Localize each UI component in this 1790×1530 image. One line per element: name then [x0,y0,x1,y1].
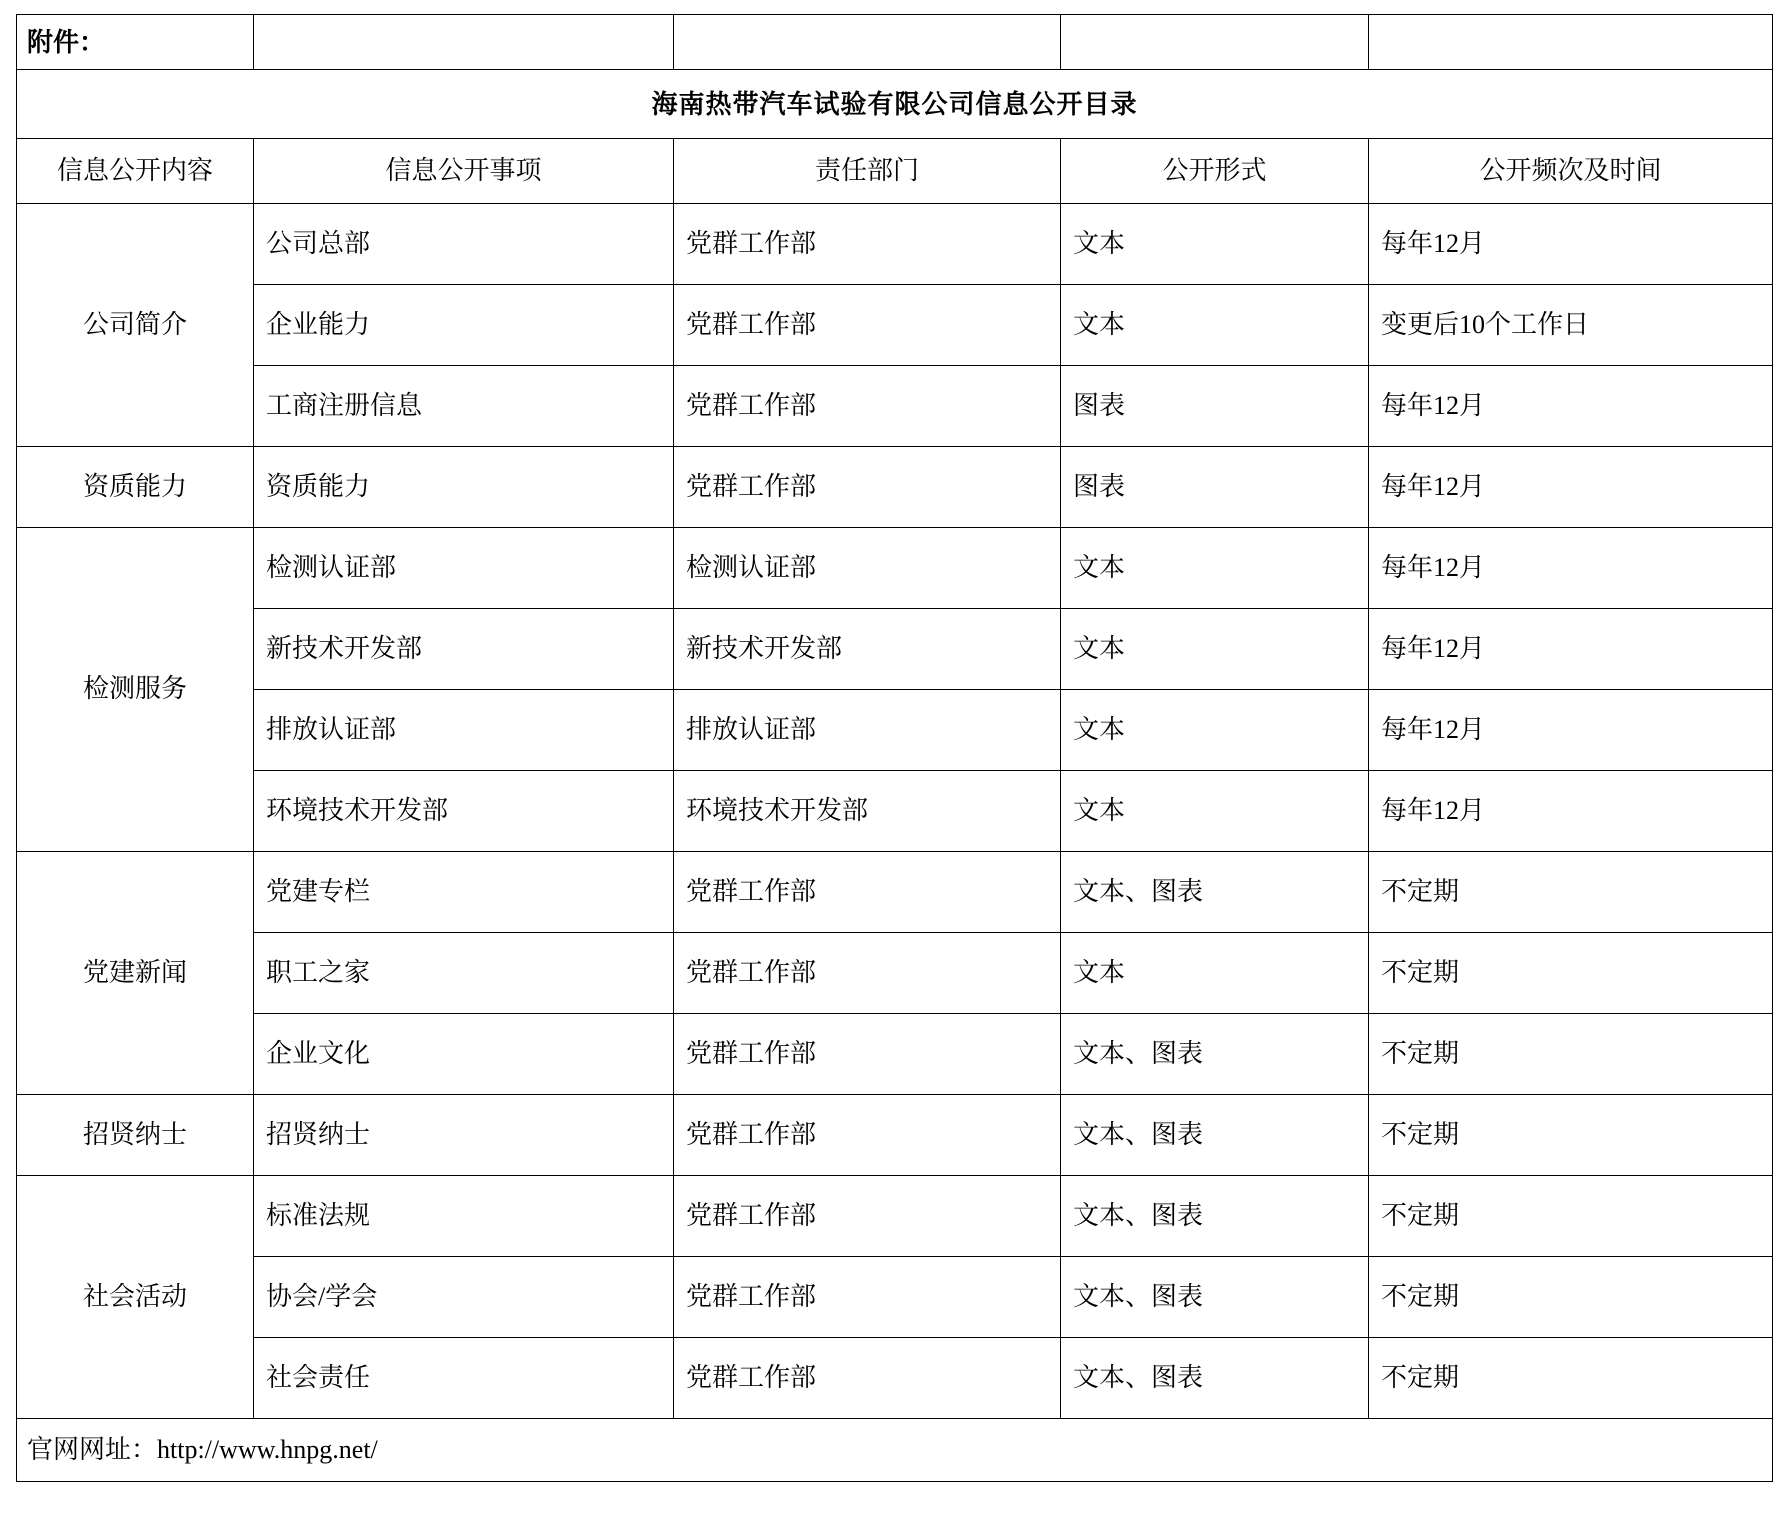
item-cell: 企业文化 [254,1014,674,1095]
blank-cell [1061,15,1369,70]
department-cell: 党群工作部 [674,1338,1061,1419]
category-cell: 公司简介 [17,204,254,447]
frequency-cell: 不定期 [1369,1014,1773,1095]
frequency-cell: 不定期 [1369,933,1773,1014]
department-cell: 检测认证部 [674,528,1061,609]
frequency-cell: 不定期 [1369,1257,1773,1338]
attachment-row [17,15,1773,70]
department-cell: 环境技术开发部 [674,771,1061,852]
item-cell: 工商注册信息 [254,366,674,447]
category-cell: 检测服务 [17,528,254,852]
form-cell: 文本、图表 [1061,1176,1369,1257]
item-cell: 资质能力 [254,447,674,528]
blank-cell [1369,15,1773,70]
frequency-cell: 不定期 [1369,1176,1773,1257]
title-row [17,70,1773,139]
item-cell: 协会/学会 [254,1257,674,1338]
column-header-content: 信息公开内容 [17,139,254,204]
table-row [17,690,1773,771]
form-cell: 文本 [1061,609,1369,690]
document-title: 海南热带汽车试验有限公司信息公开目录 [17,70,1773,139]
column-header-frequency: 公开频次及时间 [1369,139,1773,204]
table-row [17,1095,1773,1176]
item-cell: 排放认证部 [254,690,674,771]
frequency-cell: 变更后10个工作日 [1369,285,1773,366]
table-row [17,771,1773,852]
table-row [17,528,1773,609]
item-cell: 职工之家 [254,933,674,1014]
item-cell: 新技术开发部 [254,609,674,690]
blank-cell [254,15,674,70]
item-cell: 企业能力 [254,285,674,366]
form-cell: 文本、图表 [1061,852,1369,933]
department-cell: 党群工作部 [674,366,1061,447]
form-cell: 图表 [1061,447,1369,528]
table-row [17,204,1773,285]
department-cell: 党群工作部 [674,1257,1061,1338]
frequency-cell: 每年12月 [1369,366,1773,447]
official-website-label: 官网网址： [27,1434,158,1465]
form-cell: 文本 [1061,285,1369,366]
form-cell: 文本、图表 [1061,1338,1369,1419]
column-header-form: 公开形式 [1061,139,1369,204]
form-cell: 文本 [1061,771,1369,852]
form-cell: 文本 [1061,933,1369,1014]
table-row [17,1176,1773,1257]
table-row [17,285,1773,366]
item-cell: 环境技术开发部 [254,771,674,852]
frequency-cell: 不定期 [1369,852,1773,933]
item-cell: 标准法规 [254,1176,674,1257]
footer-row [17,1419,1773,1482]
category-cell: 党建新闻 [17,852,254,1095]
item-cell: 检测认证部 [254,528,674,609]
department-cell: 排放认证部 [674,690,1061,771]
form-cell: 文本、图表 [1061,1095,1369,1176]
department-cell: 党群工作部 [674,1176,1061,1257]
table-row [17,366,1773,447]
frequency-cell: 不定期 [1369,1338,1773,1419]
department-cell: 党群工作部 [674,447,1061,528]
column-header-item: 信息公开事项 [254,139,674,204]
table-row [17,1014,1773,1095]
frequency-cell: 每年12月 [1369,204,1773,285]
department-cell: 党群工作部 [674,285,1061,366]
column-header-department: 责任部门 [674,139,1061,204]
department-cell: 党群工作部 [674,933,1061,1014]
header-row [17,139,1773,204]
frequency-cell: 不定期 [1369,1095,1773,1176]
table-row [17,933,1773,1014]
department-cell: 党群工作部 [674,852,1061,933]
form-cell: 文本、图表 [1061,1257,1369,1338]
department-cell: 党群工作部 [674,1014,1061,1095]
frequency-cell: 每年12月 [1369,690,1773,771]
frequency-cell: 每年12月 [1369,771,1773,852]
category-cell: 招贤纳士 [17,1095,254,1176]
department-cell: 党群工作部 [674,1095,1061,1176]
table-row [17,1257,1773,1338]
category-cell: 资质能力 [17,447,254,528]
information-disclosure-catalog-table [16,14,1773,1482]
item-cell: 社会责任 [254,1338,674,1419]
blank-cell [674,15,1061,70]
table-row [17,852,1773,933]
form-cell: 文本 [1061,528,1369,609]
department-cell: 党群工作部 [674,204,1061,285]
frequency-cell: 每年12月 [1369,609,1773,690]
form-cell: 文本 [1061,204,1369,285]
item-cell: 党建专栏 [254,852,674,933]
frequency-cell: 每年12月 [1369,528,1773,609]
table-row [17,609,1773,690]
official-website-cell [17,1419,1773,1482]
department-cell: 新技术开发部 [674,609,1061,690]
frequency-cell: 每年12月 [1369,447,1773,528]
official-website-url: http://www.hnpg.net/ [157,1435,378,1465]
item-cell: 招贤纳士 [254,1095,674,1176]
table-row [17,447,1773,528]
form-cell: 图表 [1061,366,1369,447]
category-cell: 社会活动 [17,1176,254,1419]
form-cell: 文本、图表 [1061,1014,1369,1095]
form-cell: 文本 [1061,690,1369,771]
item-cell: 公司总部 [254,204,674,285]
attachment-label: 附件： [17,15,254,70]
table-row [17,1338,1773,1419]
